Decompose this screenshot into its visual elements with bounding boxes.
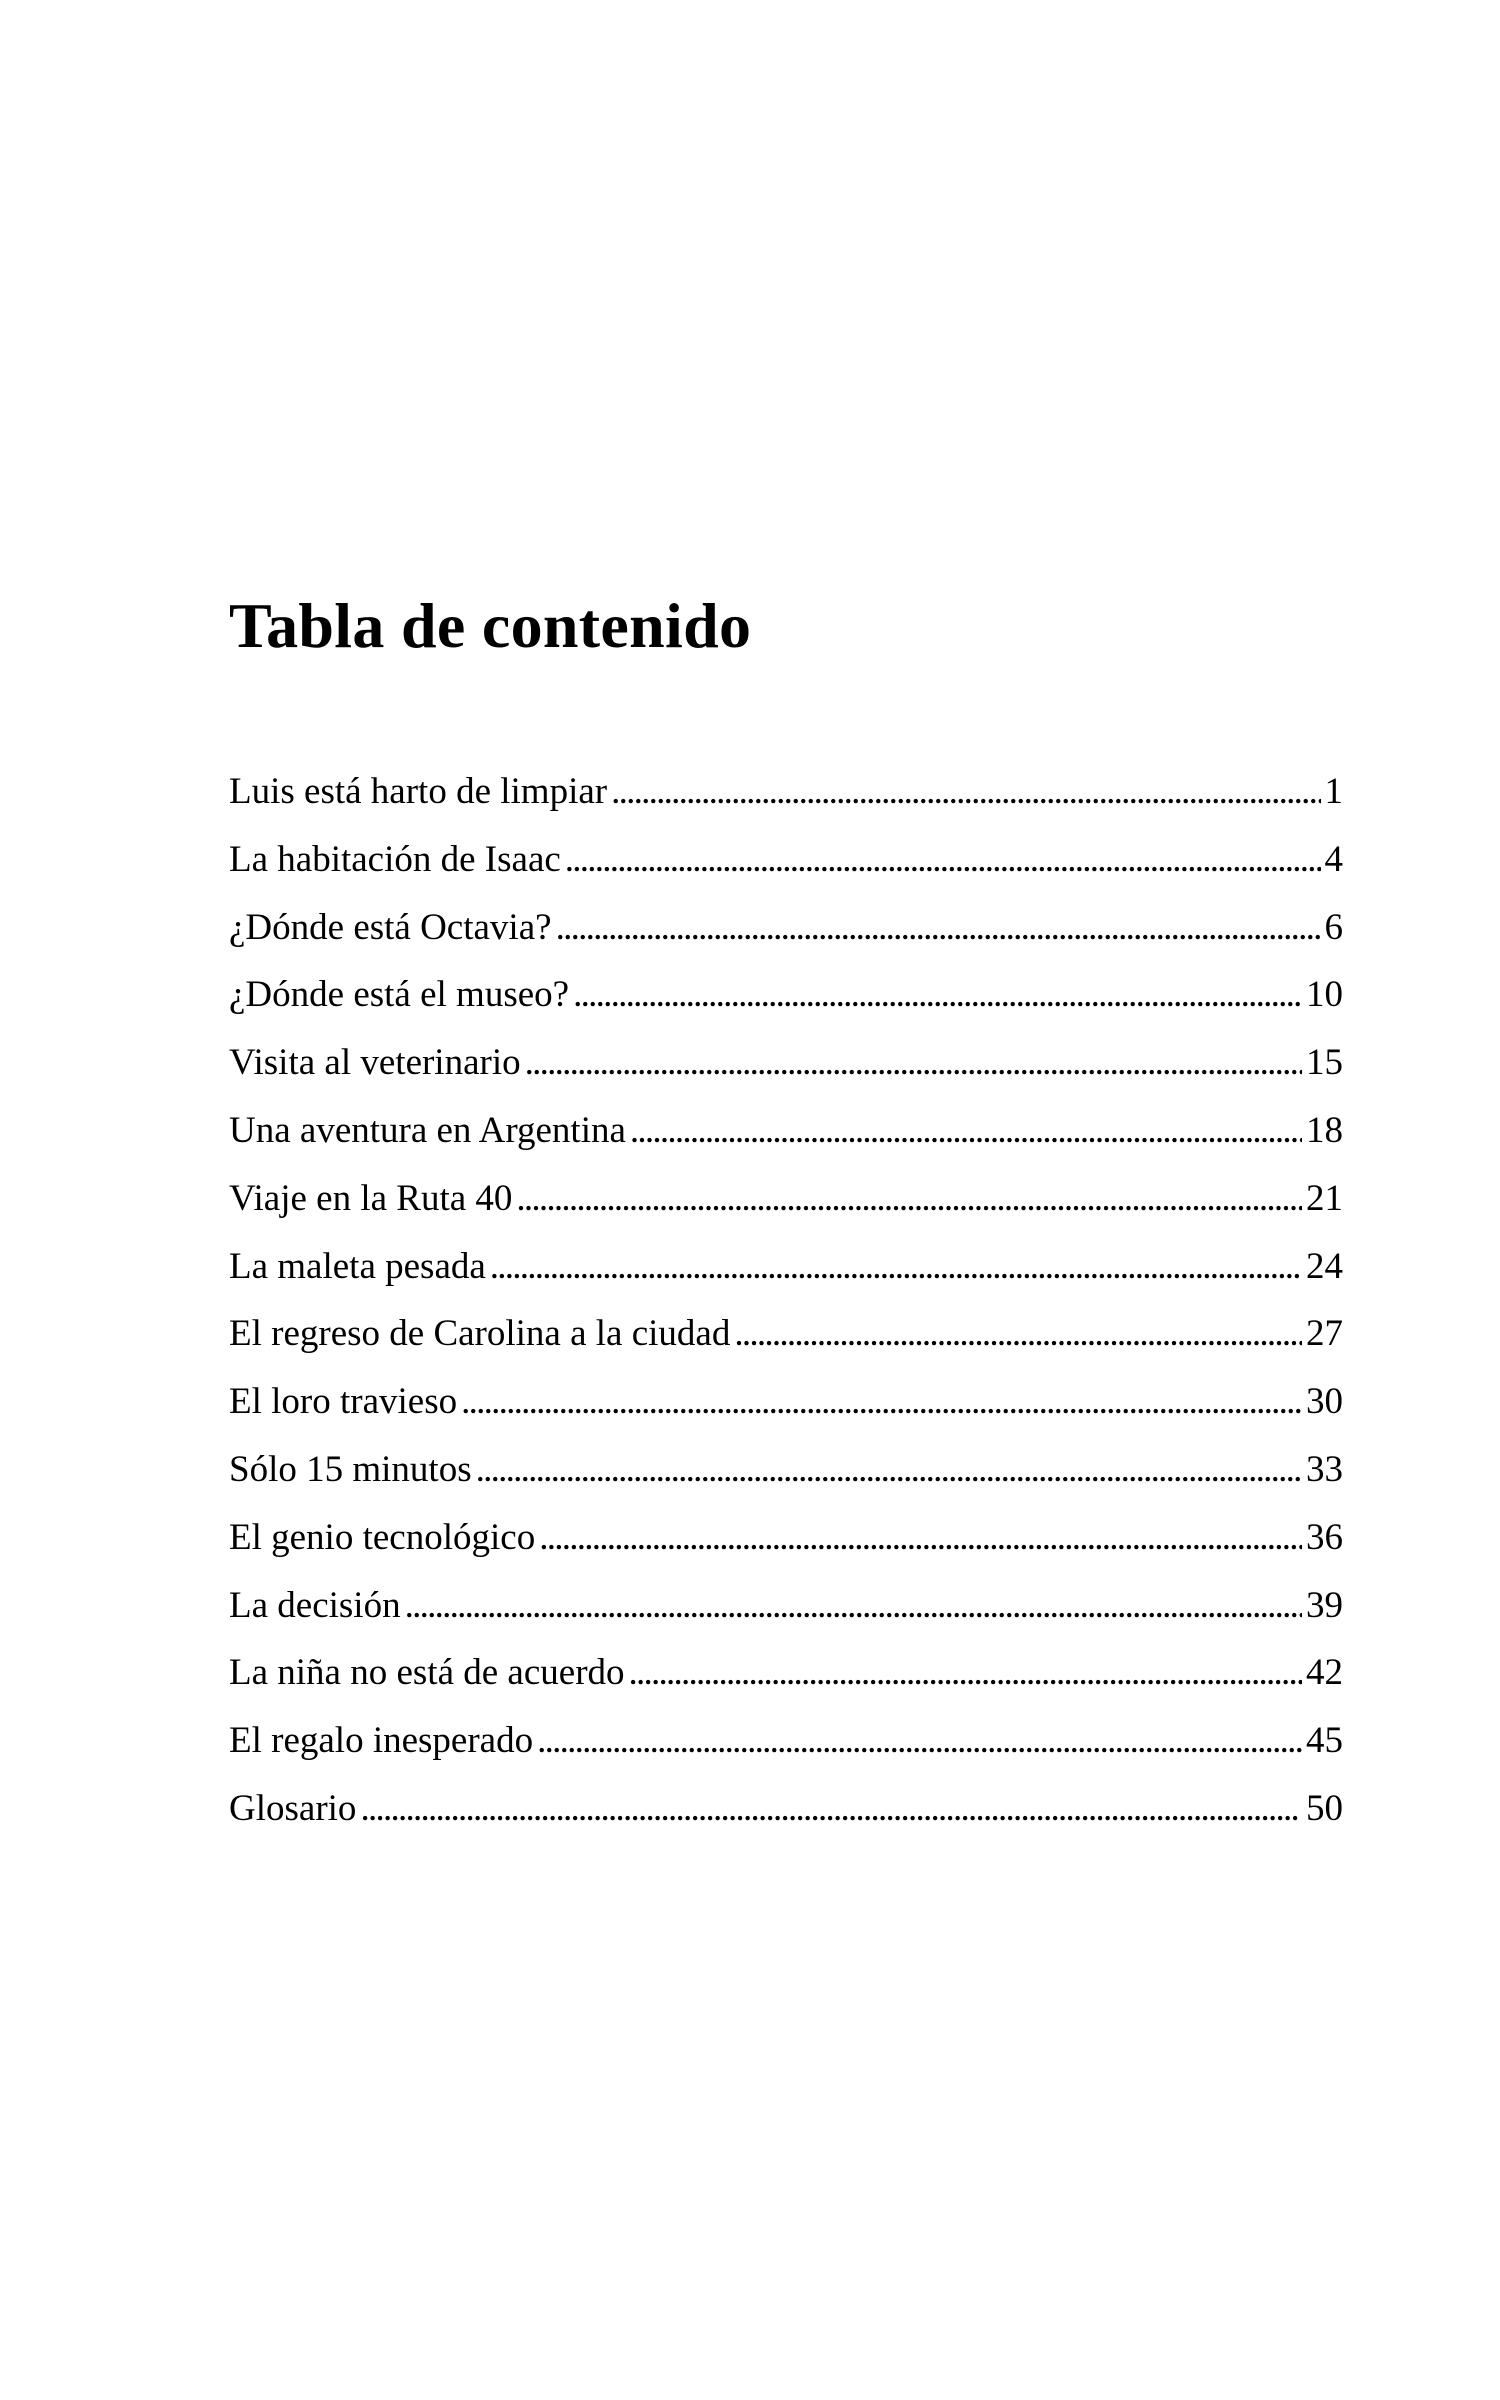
toc-entry-label: ¿Dónde está Octavia? (229, 906, 552, 948)
toc-entry-page: 21 (1306, 1177, 1343, 1219)
toc-entry[interactable] (229, 1300, 1343, 1368)
toc-entry[interactable] (229, 1368, 1343, 1436)
toc-entry[interactable] (229, 1775, 1343, 1843)
toc-entry-page: 18 (1306, 1109, 1343, 1151)
toc-entry-page: 45 (1306, 1720, 1343, 1762)
dot-leader (734, 1300, 1302, 1368)
toc-entry-label: Sólo 15 minutos (229, 1448, 472, 1490)
toc-entry-label: La maleta pesada (229, 1245, 486, 1287)
dot-leader (476, 1436, 1302, 1504)
toc-entry-label: La decisión (229, 1584, 401, 1626)
dot-leader (611, 758, 1320, 826)
toc-entry[interactable] (229, 1436, 1343, 1504)
toc-entry-label: El regreso de Carolina a la ciudad (229, 1313, 731, 1355)
toc-entry-label: Visita al veterinario (229, 1042, 521, 1084)
dot-leader (405, 1572, 1302, 1640)
toc-entry-label: El genio tecnológico (229, 1516, 536, 1558)
toc-entry[interactable] (229, 1572, 1343, 1640)
dot-leader (516, 1165, 1302, 1233)
toc-entry-page: 6 (1324, 906, 1343, 948)
dot-leader (629, 1639, 1302, 1707)
toc-entry-label: Glosario (229, 1787, 357, 1829)
toc-entry-label: El regalo inesperado (229, 1720, 534, 1762)
toc-entry-page: 27 (1306, 1313, 1343, 1355)
dot-leader (565, 826, 1321, 894)
dot-leader (525, 1029, 1302, 1097)
toc-entry-label: La habitación de Isaac (229, 838, 561, 880)
toc-entry[interactable] (229, 1707, 1343, 1775)
toc-entry-page: 24 (1306, 1245, 1343, 1287)
dot-leader (461, 1368, 1302, 1436)
table-of-contents (229, 758, 1343, 1843)
toc-entry-label: Luis está harto de limpiar (229, 771, 608, 812)
toc-entry-page: 39 (1306, 1584, 1343, 1626)
toc-entry[interactable] (229, 961, 1343, 1029)
toc-entry-label: Viaje en la Ruta 40 (229, 1177, 513, 1219)
toc-entry[interactable] (229, 1097, 1343, 1165)
toc-entry-page: 36 (1306, 1516, 1343, 1558)
page-title: Tabla de contenido (229, 590, 752, 661)
toc-entry[interactable] (229, 1029, 1343, 1097)
dot-leader (573, 961, 1302, 1029)
toc-entry[interactable] (229, 1165, 1343, 1233)
dot-leader (539, 1504, 1302, 1572)
toc-entry-page: 33 (1306, 1448, 1343, 1490)
toc-entry-page: 4 (1324, 838, 1343, 880)
toc-entry[interactable] (229, 894, 1343, 962)
toc-entry-page: 1 (1324, 771, 1343, 812)
toc-entry-label: El loro travieso (229, 1381, 458, 1423)
toc-entry-page: 10 (1306, 974, 1343, 1016)
toc-entry-page: 42 (1306, 1652, 1343, 1694)
dot-leader (556, 894, 1321, 962)
toc-entry[interactable] (229, 1639, 1343, 1707)
dot-leader (630, 1097, 1302, 1165)
dot-leader (490, 1233, 1302, 1301)
toc-entry[interactable] (229, 1233, 1343, 1301)
toc-entry-label: Una aventura en Argentina (229, 1109, 626, 1151)
toc-entry[interactable] (229, 1504, 1343, 1572)
toc-entry-page: 50 (1306, 1787, 1343, 1829)
dot-leader (537, 1707, 1302, 1775)
toc-entry-label: ¿Dónde está el museo? (229, 974, 570, 1016)
toc-entry-label: La niña no está de acuerdo (229, 1652, 625, 1694)
toc-entry-page: 30 (1306, 1381, 1343, 1423)
toc-entry-page: 15 (1306, 1042, 1343, 1084)
toc-entry[interactable] (229, 758, 1343, 826)
toc-entry[interactable] (229, 826, 1343, 894)
dot-leader (360, 1775, 1302, 1843)
